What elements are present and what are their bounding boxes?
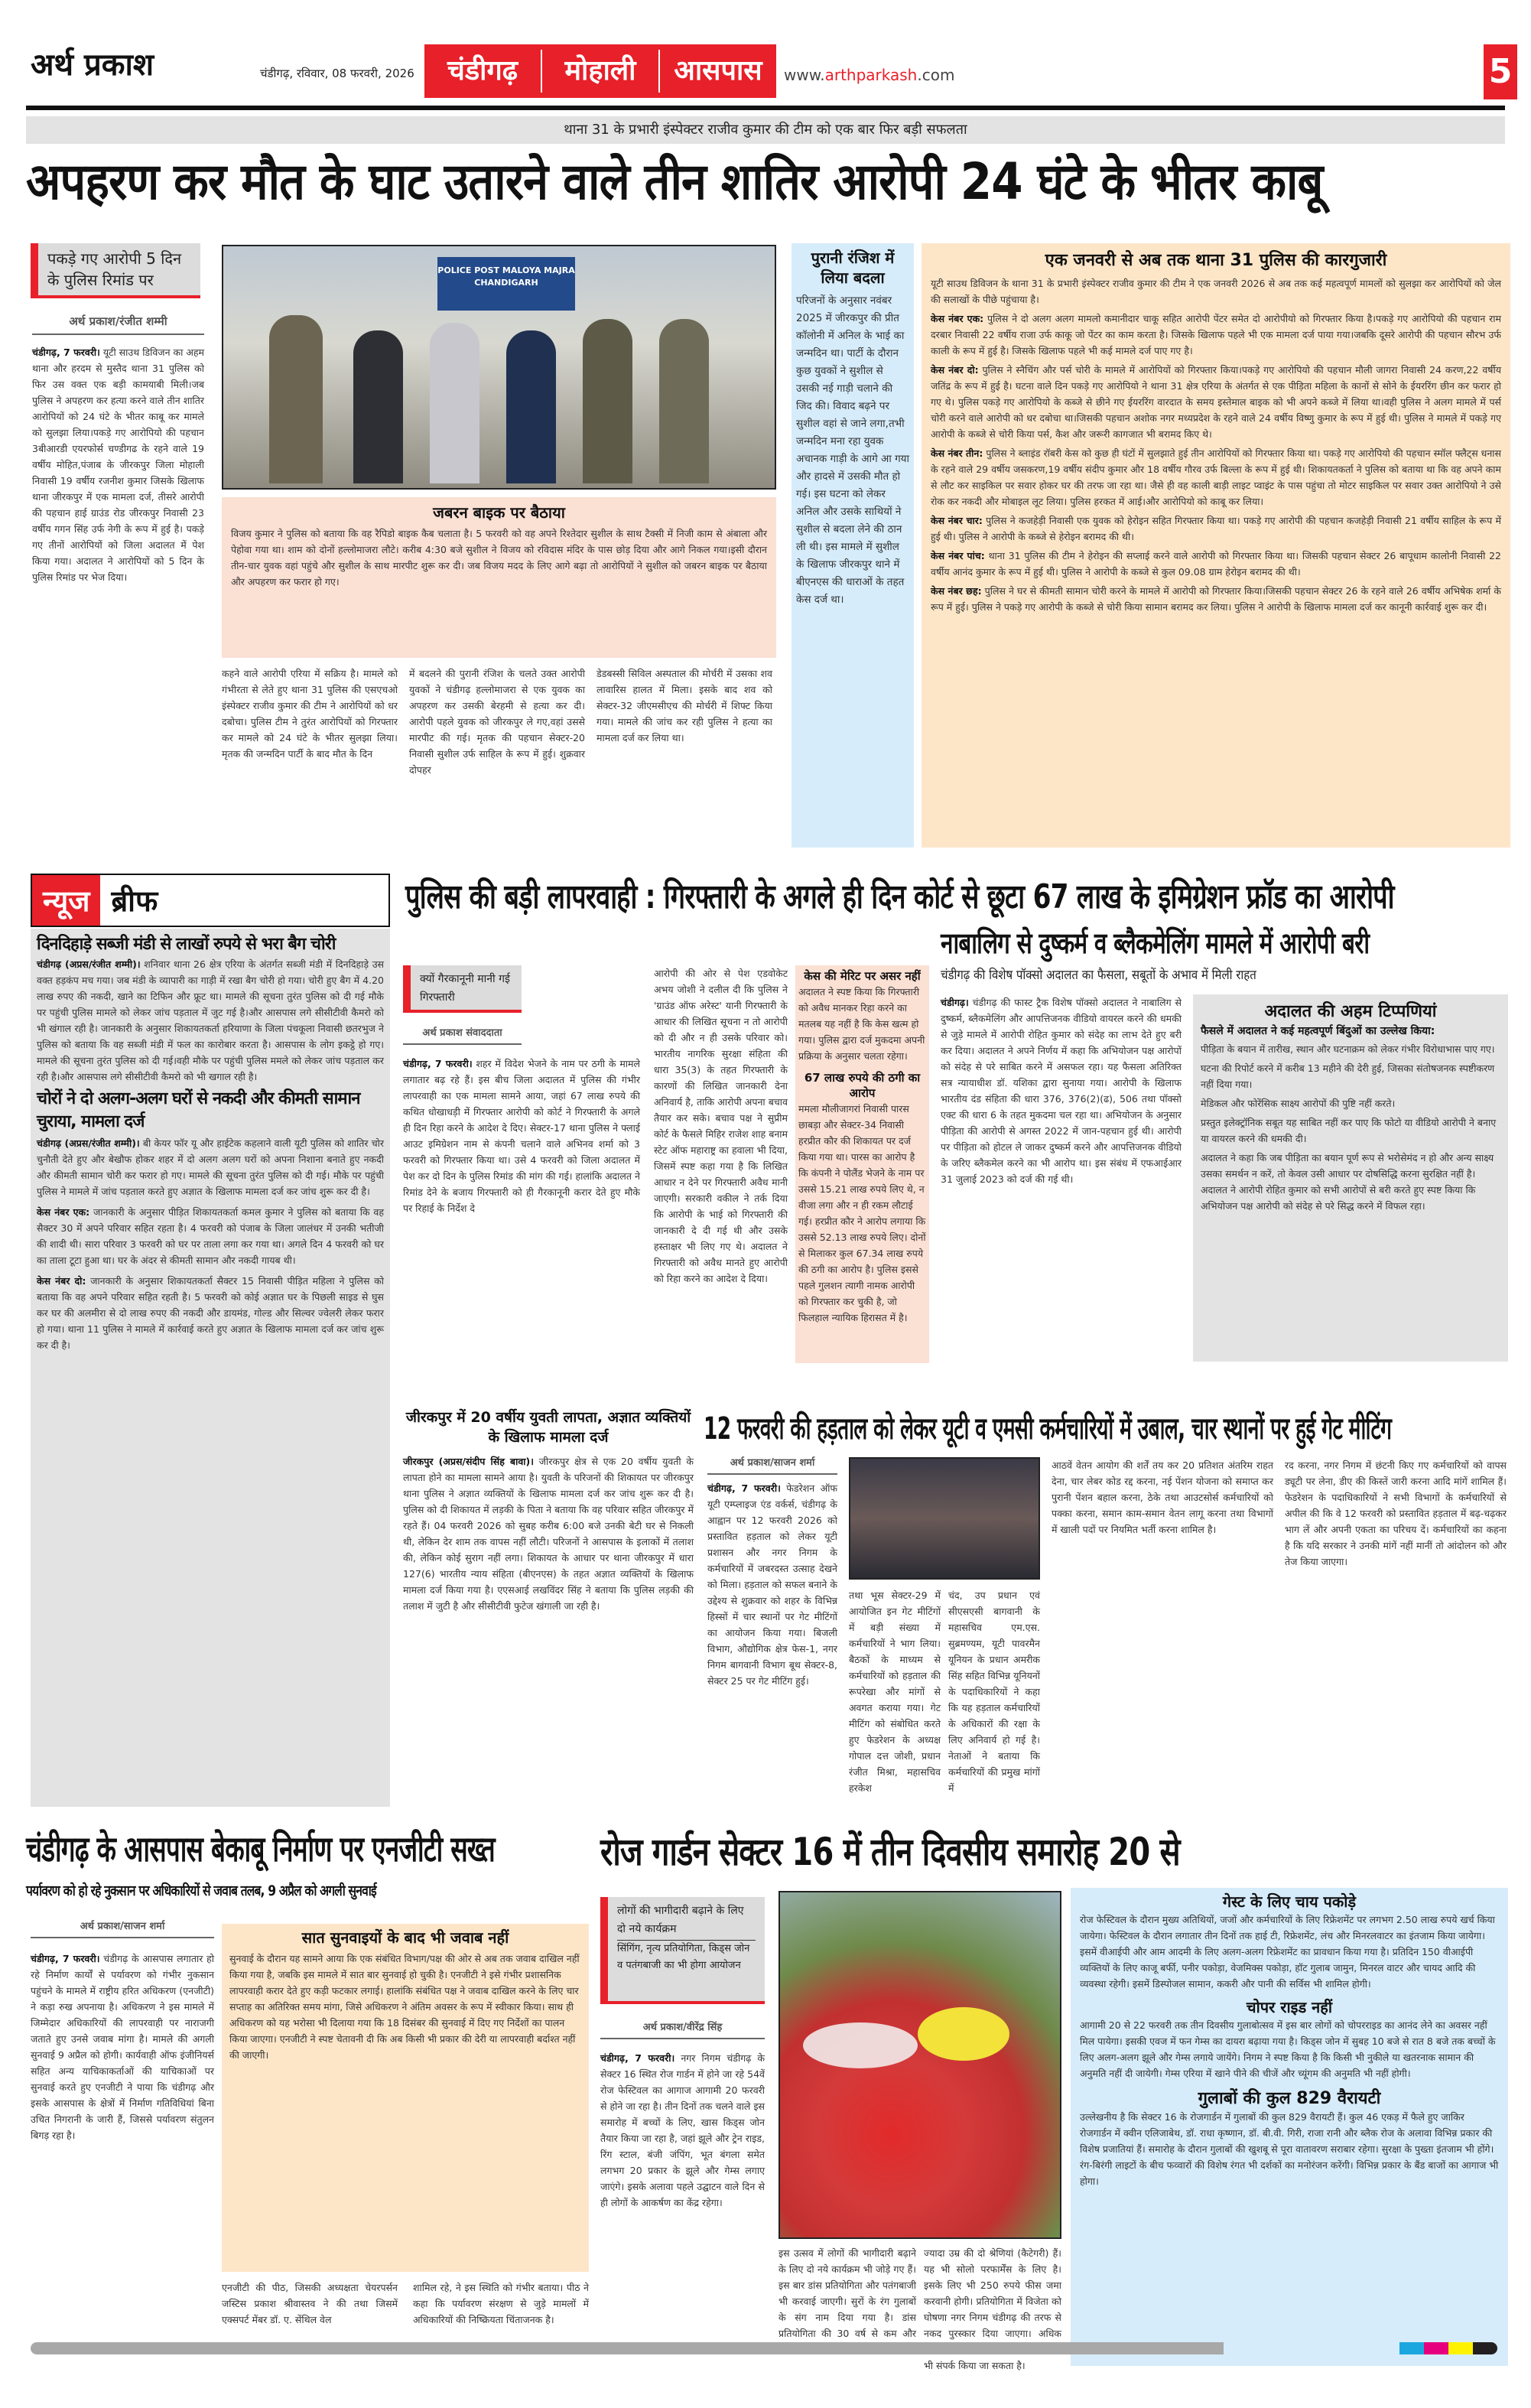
news-brief-label-black: ब्रीफ [111,884,158,918]
strike-headline: 12 फरवरी की हड़ताल को लेकर यूटी व एमसी कर्मचारियों में उबाल, चार स्थानों पर हुई गेट मीटिंग [704,1411,1392,1446]
zirakpur-body [403,1453,694,1813]
case-item [931,548,1501,580]
cmyk-color-bar [1399,2342,1497,2354]
ngt-headline: चंडीगढ़ के आसपास बेकाबू निर्माण पर एनजीटी सख्त [26,1828,495,1869]
brief-text-1: शनिवार थाना 26 क्षेत्र एरिया के अंतर्गत सब्जी मंडी में दिनदिहाड़े उस वक्त हड़कंप मच गया। जब मंडी के व्यापारी का गाड़ी में रखा बैग चोरी हो गया। चोरी हुए बैग में 4.20 लाख रुपए की नकदी, खाने का टिफिन और फ्रूट था। मामले की सूचना तुरंत पुलिस को दी गई मौके पर पहुंची पुलिस मामले को लेकर जांच पड़ताल में जुट गई है।और आसपास लगे सीसीटीवी कैमरो को भी खंगाल रही है। जानकारी के अनुसार शिकायतकर्ता हरियाणा के जिला पंचकूला निवासी छतरभुज ने पुलिस को बताया कि वह सब्जी मंडी में फल का कारोबार करता है। आसपास के लोग इकट्ठे हो गए। मामले की सूचना तुरंत पुलिस को दी गई।वही मौके पर पहुंची पुलिस ममले को लेकर जांच पड़ताल कर रही है।और आसपास लगे सीसीटीवी कैमरो को भी खगाल रही है। [37,958,384,1082]
masthead-dateline: चंडीगढ़, रविवार, 08 फरवरी, 2026 [260,67,414,80]
observation-item: अदालत ने कहा कि जब पीड़िता का बयान पूर्ण रूप से भरोसेमंद न हो और अन्य साक्ष्य उसका समर्थन न करें, तो केवल उसी आधार पर दोषसिद्धि करना सुरक्षित नहीं है। अदालत ने आरोपी रोहित कुमार को सभी आरोपों से बरी करते हुए स्पष्ट किया कि अभियोजन पक्ष आरोपी को संदेह से परे सिद्ध करने में विफल रहा। [1201,1152,1494,1212]
case-label: केस नंबर छह: [931,585,982,597]
observation-item: प्रस्तुत इलेक्ट्रॉनिक सबूत यह साबित नहीं कर पाए कि फोटो या वीडियो आरोपी ने बनाए या वायरल करने की धमकी दी। [1201,1117,1497,1144]
immigration-byline: अर्थ प्रकाश संवाददाता [403,1025,522,1045]
police-record-title: एक जनवरी से अब तक थाना 31 पुलिस की कारगुजारी [1045,251,1387,270]
rose-side-title: लोगों की भागीदारी बढ़ाने के लिए दो नये कार्यक्रम [617,1902,756,1941]
ngt-subhead: पर्यावरण को हो रहे नुकसान पर अधिकारियों से जवाब तलब, 9 अप्रैल को अगली सुनवाई [26,1882,376,1899]
case-text: पुलिस ने ब्लाइंड रॉबरी केस को कुछ ही घंटों में सुलझाते हुई तीन आरोपियों को गिरफ्तार किया था। पकड़े गए आरोपियो की पहचान स्मॉल फ्लैट्स धनास के रहने वाले 29 वर्षीय जसकरण,19 वर्षीय संदीप कुमार और 18 वर्षीय गौरव उर्फ बिल्ला के रूप में हुई थी। शिकायतकर्ता ने पुलिस को बताया था कि वह अपने काम से लौट कर साइकिल पर सवार होकर घर की तरफ जा रहा था। जैसे ही वह काली बाड़ी लाइट प्वाइंट के पास पहुंचा तो मोटर साइकिल पर सवार उक्त आरोपियो ने उसे रोक कर नकदी और मोबाइल लूट लिया। पुलिस हरकत में आई।और आरोपियो को काबू कर लिया। [931,447,1501,507]
rose-dateline: चंडीगढ़, 7 फरवरी। [600,2052,675,2064]
police-record-box [922,243,1510,848]
immigration-subhead: क्यों गैरकानूनी मानी गई गिरफ्तारी [403,965,522,1013]
rose-side-body: सिंगिंग, नृत्य प्रतियोगिता, किड्स जोन व पतंगबाजी का भी होगा आयोजन [617,1943,750,1971]
ngt-tail-col2: शामिल रहे, ने इस स्थिति को गंभीर बताया। पीठ ने कहा कि पर्यावरण संरक्षण से जुड़े मामलों में अधिकारियों की निष्क्रियता चिंताजनक है। [413,2282,589,2325]
police-record-cases [931,311,1501,615]
police-post-sign: POLICE POST MALOYA MAJRA CHANDIGARH [437,257,575,311]
brief-body-2 [37,1135,384,1199]
photo-yellow-flowers [918,2007,1009,2061]
seven-hearings-body: सुनवाई के दौरान यह सामने आया कि एक संबंधित विभाग/पक्ष की ओर से अब तक जवाब दाखिल नहीं किया गया है, जबकि इस मामले में सात बार सुनवाई हो चुकी है। एनजीटी ने इसे गंभीर प्रशासनिक लापरवाही करार देते हुए कड़ी फटकार लगाई। हालांकि संबंधित पक्ष ने जवाब दाखिल करने के लिए चार सप्ताह का अतिरिक्त समय मांगा, जिसे अधिकरण ने अंतिम अवसर के रूप में स्वीकार किया। साथ ही अधिकरण को यह भरोसा भी दिलाया गया कि 18 दिसंबर की सुनवाई में दिए गए निर्देशों का पालन किया जाएगा। एनजीटी ने स्पष्ट चेतावनी दी कि अब किसी भी प्रकार की देरी या लापरवाही बर्दाश्त नहीं की जाएगी। [229,1953,580,2061]
lead-byline: अर्थ प्रकाश/रंजीत शम्मी [32,314,204,335]
old-enmity-box [792,243,914,848]
lead-body-col4: डेडबस्सी सिविल अस्पताल की मोर्चरी में उसका शव लावारिस हालत में मिला। इसके बाद शव को सेक्टर-32 जीएमसीएच की मोर्चरी में शिफ्ट किया गया। मामले की जांच कर रही पुलिस ने हत्या का मामला दर्ज कर लिया था। [596,668,772,744]
lead-subhead: पकड़े गए आरोपी 5 दिन के पुलिस रिमांड पर [31,243,200,298]
photo-white-flowers [803,2022,918,2068]
guest-snacks-title: गेस्ट के लिए चाय पकोड़े [1222,1892,1357,1911]
police-record-intro: यूटी साउथ डिविजन के थाना 31 के प्रभारी इंस्पेक्टर राजीव कुमार की टीम ने एक जनवरी 2026 से अब तक कई महत्वपूर्ण मामलों को सुलझा कर आरोपियों को जेल की सलाखों के पीछे पहुंचाया है। [931,278,1501,305]
observation-item: पीड़िता के बयान में तारीख, स्थान और घटनाक्रम को लेकर गंभीर विरोधाभास पाए गए। [1201,1043,1495,1055]
fraud-allegation-title: 67 लाख रुपये की ठगी का आरोप [804,1071,921,1100]
rose-side-box [600,1897,765,2004]
cmyk-yellow-swatch [1448,2342,1473,2354]
immigration-dateline: चंडीगढ़, 7 फरवरी। [403,1058,473,1069]
pocso-headline: नाबालिग से दुष्कर्म व ब्लैकमेलिंग मामले में आरोपी बरी [941,926,1370,960]
zirakpur-headline: जीरकपुर में 20 वर्षीय युवती लापता, अज्ञात व्यक्तियों के खिलाफ मामला दर्ज [405,1409,691,1446]
news-brief-header [31,874,390,927]
no-chopper-body: आगामी 20 से 22 फरवरी तक तीन दिवसीय गुलाबोत्सव में इस बार लोगों को चोपरराइड का आनंद लेने का अवसर नहीं मिल पायेगा। इसकी एवज में फन गेम्स का दायरा बढ़ाया गया है। किड्स जोन में सुबह 10 बजे से रात 8 बजे तक बच्चों के लिए अलग-अलग झूले और गेम्स लगाये जायेंगे। निगम ने स्पष्ट किया है कि किसी भी नुकीले या खतरनाक सामान की अनुमति नहीं दी जायेगी। गेम्स एरिया में खाने पीने की चीजें और च्यूंगम की अनुमति भी नहीं होगी। [1080,2019,1496,2079]
zirakpur-text: जीरकपुर क्षेत्र से एक 20 वर्षीय युवती के लापता होने का मामला सामने आया है। युवती के परिजनों की शिकायत पर जीरकपुर थाना पुलिस ने अज्ञात व्यक्तियों के खिलाफ मामला दर्ज कर जांच शुरू कर दी है। पुलिस को दी शिकायत में लड़की के पिता ने बताया कि वह परिवार सहित जीरकपुर में रहते हैं। 04 फरवरी 2026 को सुबह करीब 6:00 बजे उनकी बेटी घर से निकली थी, लेकिन देर शाम तक वापस नहीं लौटी। परिजनों ने आसपास के इलाकों में तलाश की, लेकिन कोई सुराग नहीं लगा। शिकायत के आधार पर थाना जीरकपुर में धारा 127(6) भारतीय न्याय संहिता (बीएनएस) के तहत अज्ञात व्यक्तियों के खिलाफ मामला दर्ज किया गया है। एएसआई लखविंदर सिंह ने बताया कि पुलिस लड़की की तलाश में जुटी है और सीसीटीवी फुटेज खंगाली जा रही है। [403,1456,694,1612]
ngt-byline: अर्थ प्रकाश/साजन शर्मा [31,1918,214,1938]
rose-byline: अर्थ प्रकाश/वीरेंद्र सिंह [600,2019,765,2039]
kidnap-box-title: जबरन बाइक पर बैठाया [433,503,565,522]
url-brand: arthparkash [824,66,918,84]
immigration-body-col1 [403,1056,640,1362]
brief-title-2: चोरों ने दो अलग-अलग घरों से नकदी और कीमती सामान चुराया, मामला दर्ज [37,1089,360,1131]
news-brief-label-red: न्यूज [32,875,100,926]
ngt-text: चंडीगढ़ के आसपास लगातार हो रहे निर्माण कार्यों से पर्यावरण को गंभीर नुकसान पहुंचने के मामले में राष्ट्रीय हरित अधिकरण (एनजीटी) ने कड़ा रुख अपनाया है। अधिकरण ने इस मामले में जिम्मेदार अधिकारियों की लापरवाही पर नाराजगी जताते हुए उनसे जवाब मांगा है। मामले की अगली सुनवाई 9 अप्रैल को होगी। कार्यवाही ऑफ इंजीनियर्स सहित अन्य याचिकाकर्ताओं की याचिकाओं पर सुनवाई करते हुए एनजीटी ने पाया कि चंडीगढ़ और इसके आसपास के क्षेत्रों में निर्माण गतिविधियां बिना उचित निगरानी के जारी हैं, जिससे पर्यावरण संतुलन बिगड़ रहा है। [31,1953,215,2141]
case-text: पुलिस ने घर से कीमती सामान चोरी करने के मामले में आरोपी को गिरफ्तार किया।जिसकी पहचान सेक्टर 26 के रहने वाले 26 वर्षीय अभिषेक शर्मा के रूप में हुई। पुलिस ने पकड़े गए आरोपी के कब्जे से चोरी किया सामान बरामद कर लिया। पुलिस ने आरोपी के खिलाफ मामला दर्ज कर कानूनी कार्रवाई शुरू कर दी। [931,585,1501,613]
cmyk-black-swatch [1473,2342,1497,2354]
brief-dateline-1: चंडीगढ़ (अप्रस/रंजीत शम्मी)। [37,958,141,970]
old-enmity-title: पुरानी रंजिश में लिया बदला [811,249,895,287]
rose-text-1: नगर निगम चंडीगढ़ के सेक्टर 16 स्थित रोज गार्डन में होने जा रहे 54वें रोज फेस्टिवल का आगाज आगामी 20 फरवरी से होने जा रहा है। तीन दिनों तक चलने वाले इस समारोह में बच्चों के लिए, खास किड्स जोन तैयार किया जा रहा है, जहां झूले और ट्रेन राइड, रिंग स्टाल, बंजी जंपिंग, भूत बंगला समेत लगभग 20 प्रकार के झूले और गेम्स लगाए जाएंगे। इसके अलावा पहले उद्घाटन वाले दिन से ही लोगों के आकर्षण का केंद्र रहेगा। [600,2052,765,2208]
rose-info-box [1071,1888,1508,2366]
case-merit-title: केस की मेरिट पर असर नहीं [804,969,921,983]
lead-kicker: थाना 31 के प्रभारी इंस्पेक्टर राजीव कुमार की टीम को एक बार फिर बड़ी सफलता [26,116,1505,144]
rose-body-col3: ज्यादा उम्र की दो श्रेणियां (कैटेगरी) हैं। यह भी सोलो परफार्मेंस के लिए है। इसके लिए भी 250 रुपये फीस जमा करवानी होगी। प्रतियोगिता में विजेता को घोषणा नगर निगम चंडीगढ़ की तरफ से नकद पुरस्कार दिया जाएगा। अधिक भी संपर्क किया जा सकता है। [924,2247,1061,2371]
strike-text-1: फेडरेशन ऑफ यूटी एम्प्लाइज एंड वर्कर्स, चंडीगढ़ के आह्वान पर 12 फरवरी 2026 को प्रस्तावित हड़ताल को लेकर यूटी प्रशासन और नगर निगम के कर्मचारियों में जबरदस्त उत्साह देखने को मिला। हड़ताल को सफल बनाने के उद्देश्य से शुक्रवार को शहर के विभिन्न हिस्सों में चार स्थानों पर गेट मीटिंगों का आयोजन किया गया। बिजली विभाग, औद्योगिक क्षेत्र फेस-1, नगर निगम बागवानी विभाग बूथ सेक्टर-8, सेक्टर 25 पर गेट मीटिंग हुई। [707,1482,838,1687]
lead-headline: अपहरण कर मौत के घाट उतारने वाले तीन शातिर आरोपी 24 घंटे के भीतर काबू [26,152,1323,211]
case-label: केस नंबर एक: [931,313,984,324]
guest-snacks-body: रोज फेस्टिवल के दौरान मुख्य अतिथियों, जजों और कर्मचारियों के लिए रिफ्रेशमेंट पर लगभग 2.50 लाख रुपये खर्च किया जायेगा। फेस्टिवल के दौरान लगातार तीन दिनों तक हाई टी, रिफ्रेशमेंट, लंच और मिनरलवाटर का इंतजाम किया जायेगा। इसमें वीआईपी और आम आदमी के लिए अलग-अलग रिफ्रेशमेंट का प्रावधान किया गया है। प्रतिदिन 150 वीआईपी व्यक्तियों के लिए काजू बर्फी, पनीर पकोड़ा, वेजमिक्स पकोड़ा, हॉट गुलाब जामुन, मिनरल वाटर और चायद आदि की व्यवस्था रहेगी। इसमें डिस्पोजल सामान, ककरी और पानी की सर्विस भी शामिल होगी। [1080,1914,1495,1990]
rose-garden-photo [779,1891,1061,2239]
rose-headline: रोज गार्डन सेक्टर 16 में तीन दिवसीय समारोह 20 से [600,1830,1180,1874]
ngt-tail-col1: एनजीटी की पीठ, जिसकी अध्यक्षता चेयरपर्सन जस्टिस प्रकाश श्रीवास्तव ने की तथा जिसमें एक्सपर्ट मेंबर डॉ. ए. सेंथिल वेल [222,2282,398,2325]
fraud-allegation-body: ममला मौलीजागरां निवासी पारस छाबड़ा और सेक्टर-34 निवासी हरप्रीत कौर की शिकायत पर दर्ज किया गया था। पारस का आरोप है कि कंपनी ने पोलैंड भेजने के नाम पर उससे 15.21 लाख रुपये लिए थे, न वीजा लगा और न ही रकम लौटाई गई। हरप्रीत कौर ने आरोप लगाया कि उससे 52.13 लाख रुपये लिए। दोनों से मिलाकर कुल 67.34 लाख रुपये की ठगी का आरोप है। पुलिस इससे पहले गुलशन त्यागी नामक आरोपी को गिरफ्तार कर चुकी है, जो फिलहाल न्यायिक हिरासत में है। [798,1103,926,1323]
case-item [931,362,1501,442]
case-label: केस नंबर पांच: [931,550,985,561]
case-merit-box [795,965,929,1363]
strike-body-col4: आठवें वेतन आयोग की शर्तें तय कर 20 प्रतिशत अंतरिम राहत देना, चार लेबर कोड रद्द करना, नई पेंशन योजना को समाप्त कर पुरानी पेंशन बहाल करना, ठेके तथा आउटसोर्स कर्मचारियों को पक्का करना, समान काम-समान वेतन लागू करना तथा विभागों में खाली पदों पर नियमित भर्ती करना शामिल है। [1052,1459,1273,1535]
seven-hearings-box [222,1924,589,2272]
case-label: केस नंबर दो: [931,364,979,376]
masthead-rule [26,106,1505,110]
pocso-subhead: चंडीगढ़ की विशेष पॉक्सो अदालत का फैसला, सबूतों के अभाव में मिली राहत [941,968,1256,983]
case-label: केस नंबर तीन: [931,447,983,459]
court-observations-box [1193,994,1508,1362]
url-suffix: .com [917,66,955,84]
ngt-dateline: चंडीगढ़, 7 फरवरी। [31,1953,100,1964]
rose-varieties-title: गुलाबों की कुल 829 वैरायटी [1198,2089,1381,2108]
seven-hearings-title: सात सुनवाइयों के बाद भी जवाब नहीं [301,1928,509,1947]
strike-dateline: चंडीगढ़, 7 फरवरी। [707,1482,781,1494]
news-brief-column [31,929,390,1807]
case-item [931,583,1501,615]
kidnap-box [222,497,776,658]
brief-title-1: दिनदिहाड़े सब्जी मंडी से लाखों रुपये से भरा बैग चोरी [37,935,336,954]
strike-byline: अर्थ प्रकाश/साजन शर्मा [707,1455,837,1475]
brief-case-1 [37,1204,384,1268]
case-merit-body: अदालत ने स्पष्ट किया कि गिरफ्तारी को अवैध मानकर रिहा करने का मतलब यह नहीं है कि केस खत्म हो गया। पुलिस द्वारा दर्ज मुकदमा अपनी प्रक्रिया के अनुसार चलता रहेगा। [798,986,925,1062]
lead-photo [222,245,776,490]
court-observations-title: अदालत की अहम टिप्पणियां [1264,1002,1437,1021]
strike-photo [849,1457,1040,1580]
immigration-headline: पुलिस की बड़ी लापरवाही : गिरफ्तारी के अगले ही दिन कोर्ट से छूटा 67 लाख के इमिग्रेशन फ्रॉड का आरोपी [405,877,1394,916]
case-text: जानकारी के अनुसार शिकायतकर्ता सैक्टर 15 निवासी पीड़ित महिला ने पुलिस को बताया कि वह अपने परिवार सहित रहती है। 5 फरवरी को कोई अज्ञात घर के पिछली साइड से घुस कर घर की अलमीरा से दो लाख रुपए की नकदी और डायमंड, गोल्ड और सिल्वर ज्वेलरी लेकर फरार हो गया। थाना 11 पुलिस ने मामले में कार्रवाई करते हुए अज्ञात के खिलाफ मामला दर्ज कर जांच शुरू कर दी है। [37,1275,385,1351]
website-url[interactable] [784,66,954,84]
immigration-text-1: शहर में विदेश भेजने के नाम पर ठगी के मामले लगातार बढ़ रहे हैं। इस बीच जिला अदालत में पुलिस की गंभीर लापरवाही का एक मामला सामने आया, जहां 67 लाख रुपये की कथित धोखाधड़ी में गिरफ्तार आरोपी को कोर्ट ने गिरफ्तारी के अगले ही दिन रिहा करने के आदेश दे दिए। सेक्टर-17 थाना पुलिस ने फ्लाई आउट इमिग्रेशन नाम से कंपनी चलाने वाले अभिनव शर्मा को 3 फरवरी को गिरफ्तार किया था। उसे 4 फरवरी को जिला अदालत में पेश कर दो दिन के पुलिस रिमांड की मांग की गई। हालांकि अदालत ने रिमांड देने के बजाय गिरफ्तारी को ही गैरकानूनी करार देते हुए मौके पर रिहाई के निर्देश दे [403,1058,640,1214]
section-mohali: मोहाली [542,50,660,93]
old-enmity-body: परिजनों के अनुसार नवंबर 2025 में जीरकपुर की प्रीत कॉलोनी में अनिल के भाई का जन्मदिन था। पार्टी के दौरान कुछ युवकों ने सुशील से उसकी नई गाड़ी चलाने की जिद की। विवाद बढ़ने पर सुशील वहां से जाने लगा,तभी जन्मदिन मना रहा युवक अचानक गाड़ी के आगे आ गया और हादसे में उसकी मौत हो गई। इस घटना को लेकर अनिल और उसके साथियों ने सुशील से बदला लेने की ठान ली थी। इस मामले में सुशील के खिलाफ जीरकपुर थाने में बीएनएस की धाराओं के तहत केस दर्ज था। [796,294,910,606]
brief-dateline-2: चंडीगढ़ (अप्रस/रंजीत शम्मी)। [37,1137,140,1149]
no-chopper-title: चोपर राइड नहीं [1246,1998,1333,2016]
zirakpur-dateline: जीरकपुर (अप्रस/संदीप सिंह बावा)। [403,1456,534,1467]
rose-body-col2: इस उत्सव में लोगों की भागीदारी बढ़ाने के लिए दो नये कार्यक्रम भी जोड़े गए हैं। इस बार डांस प्रतियोगिता और पतंगबाजी भी करवाई जाएगी। सुरों के रंग गुलाबों के संग नाम दिया गया है। डांस प्रतियोगिता की 30 वर्ष से कम और [779,2247,916,2339]
photo-figure [659,319,709,483]
section-chandigarh: चंडीगढ़ [424,50,542,93]
cmyk-magenta-swatch [1424,2342,1448,2354]
strike-body-col5: रद करना, नगर निगम में छंटनी किए गए कर्मचारियों को वापस ड्यूटी पर लेना, डीए की किस्तें जारी करना आदि मांगें शामिल हैं। फेडरेशन के पदाधिकारियों ने सभी विभागों के कर्मचारियों से अपील की कि वे 12 फरवरी को प्रस्तावित हड़ताल में बढ़-चढ़कर भाग लें और अपनी एकता का परिचय दें। कर्मचारियों का कहना है कि यदि सरकार ने उनकी मांगें नहीं मानीं तो आंदोलन को और तेज किया जाएगा। [1285,1459,1507,1567]
case-label: केस नंबर दो: [37,1275,86,1287]
brief-body-1 [37,956,384,1085]
observation-item: मेडिकल और फोरेंसिक साक्ष्य आरोपों की पुष्टि नहीं करते। [1201,1098,1396,1109]
photo-figure [269,315,323,483]
lead-dateline: चंडीगढ़, 7 फरवरी। [32,347,100,358]
case-item [931,445,1501,509]
cmyk-cyan-swatch [1399,2342,1424,2354]
case-text: थाना 31 पुलिस की टीम ने हेरोइन की सप्लाई करने वाले आरोपी को गिरफ्तार किया था। जिसकी पहचान सेक्टर 26 बापूधाम कालोनी निवासी 22 वर्षीय आनंद कुमार के रूप में हुई थी। पुलिस ने आरोपी के कब्जे से कुल 09.08 ग्राम हेरोइन बरामद की थी। [931,550,1501,578]
case-label: केस नंबर चार: [931,515,983,526]
strike-body-col2: तथा भूस सेक्टर-29 में आयोजित इन गेट मीटिंगों में बड़ी संख्या में कर्मचारियों ने भाग लिया। बैठकों के माध्यम से कर्मचारियों को हड़ताल की रूपरेखा और मांगों से अवगत कराया गया। गेट मीटिंग को संबोधित करते हुए फेडरेशन के अध्यक्ष गोपाल दत्त जोशी, प्रधान रंजीत मिश्रा, महासचिव हरकेश [849,1590,941,1794]
case-item [931,513,1501,545]
kidnap-box-body: विजय कुमार ने पुलिस को बताया कि वह रैपिडो बाइक कैब चलाता है। 5 फरवरी को वह अपने रिश्तेदार सुशील के साथ टैक्सी में निजी काम से अंबाला और पेहोवा गया था। शाम को दोनों हल्लोमाजरा लौटे। करीब 4:30 बजे सुशील ने विजय को रविदास मंदिर के पास छोड़ दिया और आगे निकल गया।इसी दौरान तीन-चार युवक वहां पहुंचे और सुशील के साथ मारपीट शुरू कर दी। जब विजय मदद के लिए आगे बढ़ा तो आरोपियों ने सुशील को जबरन बाइक पर बैठाया और अपहरण कर फरार हो गए। [231,528,767,587]
case-label: केस नंबर एक: [37,1206,90,1218]
lead-body-text: यूटी साउथ डिविजन का अहम थाना और हरदम से मुस्तैद थाना 31 पुलिस को फिर उस वक्त एक बड़ी कामयाबी मिली।जब पुलिस ने अपहरण कर हत्या करने वाले तीन शातिर आरोपियों को 24 घंटे के भीतर काबू कर मामले को सुलझा लिया।पकड़े गए आरोपियो की पहचान 3बीआरडी एयरफोर्स चण्डीगढ के रहने वाले 19 वर्षीय मोहित,पंजाब के जीरकपुर जिला मोहाली निवासी 19 वर्षीय रजनीश कुमार जिसके खिलाफ थाना जीरकपुर में एक मामला दर्ज, तीसरे आरोपी की पहचान हाई ग्राउंड रोड जीरकपुर निवासी 23 वर्षीय गगन सिंह उर्फ नेगी के रूप में हुई है। पकड़े गए तीनों आरोपियों को जिला अदालत में पेश किया गया। अदालत ने आरोपियों को 5 दिन के पुलिस रिमांड पर भेज दिया। [32,347,204,583]
case-text: पुलिस ने कजहेड़ी निवासी एक युवक को हेरोइन सहित गिरफ्तार किया था। पकड़े गए आरोपी की पहचान कजहेड़ी निवासी 21 वर्षीय साहिल के रूप में हुई थी। पुलिस ने आरोपी के कब्जे से हेरोइन बरामद की थी। [931,515,1501,542]
immigration-body-col2: आरोपी की ओर से पेश एडवोकेट अभय जोशी ने दलील दी कि पुलिस ने 'ग्राउंड ऑफ अरेस्ट' यानी गिरफ्तारी के आधार की लिखित सूचना न तो आरोपी को दी और न ही उसके परिवार को। भारतीय नागरिक सुरक्षा संहिता की धारा 35(3) के तहत गिरफ्तारी के कारणों की लिखित जानकारी देना अनिवार्य है, ताकि आरोपी अपना बचाव तैयार कर सके। बचाव पक्ष ने सुप्रीम कोर्ट के फैसले मिहिर राजेश शाह बनाम स्टेट ऑफ महाराष्ट्र का हवाला भी दिया, जिसमें स्पष्ट कहा गया है कि लिखित आधार न देने पर गिरफ्तारी अवैध मानी जाएगी। सरकारी वकील ने तर्क दिया कि आरोपी के भाई को गिरफ्तारी की जानकारी दे दी गई थी और उसके हस्ताक्षर भी लिए गए थे। अदालत ने गिरफ्तारी को अवैध मानते हुए आरोपी को रिहा करने का आदेश दे दिया। [654,968,788,1284]
pocso-text: चंडीगढ़ की फास्ट ट्रैक विशेष पॉक्सो अदालत ने नाबालिग से दुष्कर्म, ब्लैकमेलिंग और आपत्तिजनक वीडियो वायरल करने की धमकी से जुड़े मामले में आरोपी रोहित कुमार को संदेह का लाभ देते हुए बरी कर दिया। अदालत ने अपने निर्णय में कहा कि अभियोजन पक्ष आरोपों को संदेह से परे साबित करने में असफल रहा। यह फैसला अतिरिक्त सत्र न्यायाधीश डॉ. यशिका द्वारा सुनाया गया। आरोपी के खिलाफ भारतीय दंड संहिता की धारा 376, 376(2)(ढ), 506 तथा पॉक्सो एक्ट की धारा 6 के तहत मुकदमा चल रहा था। अभियोजन के अनुसार पीड़िता की आरोपी से अगस्त 2022 में जान-पहचान हुई थी। आरोपी पर पीड़िता को होटल ले जाकर दुष्कर्म करने और आपत्तिजनक वीडियो के जरिए ब्लैकमेल करने का भी आरोप था। इस संबंध में एफआईआर 31 जुलाई 2023 को दर्ज की गई थी। [941,997,1182,1185]
lead-body-col1 [32,344,204,841]
pocso-dateline: चंडीगढ़। [941,997,969,1008]
brief-text-2: बी केयर फॉर यू और हाईटेक कहलाने वाली यूटी पुलिस को शातिर चोर चुनौती देते हुए और बेखौफ होकर शहर में दो अलग अलग घरों को अपना निशाना बनाते हुए नकदी और कीमती सामान चोरी कर फरार हो गए। मामले की सूचना तुरंत पुलिस को दी गई। मौके पर पहुंची पुलिस ने मामले में जांच पड़ताल करते हुए अज्ञात के खिलाफ मामला दर्ज कर जांच शुरू कर दी है। [37,1137,384,1197]
newspaper-logo: अर्थ प्रकाश [31,47,154,83]
lead-body-col3: में बदलने की पुरानी रंजिश के चलते उक्त आरोपी युवकों ने चंडीगढ़ हल्लोमाजरा से एक युवक का अपहरण कर उसकी बेरहमी से हत्या कर दी। आरोपी पहले युवक को जीरकपुर ले गए,वहां उससे मारपीट की गई। मृतक की पहचान सेक्टर-20 निवासी सुशील उर्फ साहिल के रूप में हुई। शुक्रवार दोपहर [409,668,585,776]
court-observations-intro: फैसले में अदालत ने कई महत्वपूर्ण बिंदुओं का उल्लेख किया: [1201,1025,1435,1037]
strike-body-col1 [707,1480,837,1809]
photo-figure [430,323,479,483]
photo-figure [506,330,556,483]
case-item [931,311,1501,359]
case-text: पुलिस ने दो अलग अलग मामलो कमानीदार चाकू सहित आरोपी पेंटर समेत दो आरोपीयो को गिरफ्तार किया है।पकड़े गए आरोपियो की पहचान राम दरबार निवासी 22 वर्षीय राजा उर्फ काकू जो पेंटर का काम करता है। जिसके खिलाफ पहले भी एक मामला दर्ज पाया गया।जबकि दूसरे आरोपी की पहचान सौरभ उर्फ काली के रूप में हुई है। जिसके खिलाफ पहले भी कई मामले दर्ज पाए गए है। [931,313,1501,356]
case-text: जानकारी के अनुसार पीड़ित शिकायतकर्ता कमल कुमार ने पुलिस को बताया कि वह सैक्टर 30 में अपने परिवार सहित रहता है। 4 फरवरी को पंजाब के जिला जालंधर में उनकी भतीजी की शादी थी। सारा परिवार 3 फरवरी को घर पर ताला लगा कर गया था। अगले दिन 4 फरवरी को घर का ताला टूटा हुआ था। घर के अंदर से कीमती सामान और नकदी गायब थी। [37,1206,385,1266]
photo-figure [353,330,403,483]
pocso-body [941,994,1182,1362]
ngt-body [31,1951,214,2348]
rose-body-col1 [600,2050,765,2364]
section-aaspaas: आसपास [674,55,762,86]
page-number: 5 [1484,44,1517,99]
print-crop-bar [31,2342,1224,2354]
url-prefix: www. [784,66,825,84]
section-banner [424,44,776,98]
strike-body-col3: चंद, उप प्रधान एवं सीएसएसी बागवानी के महासचिव एम.एस. सुब्रमण्यम, यूटी पावरमैन यूनियन के प्रधान अमरीक सिंह सहित विभिन्न यूनियनों के पदाधिकारियों ने कहा कि यह हड़ताल कर्मचारियों के अधिकारों की रक्षा के लिए अनिवार्य हो गई है। नेताओं ने बताया कि कर्मचारियों की प्रमुख मांगों में [948,1590,1040,1794]
observation-item: घटना की रिपोर्ट करने में करीब 13 महीने की देरी हुई, जिसका संतोषजनक स्पष्टीकरण नहीं दिया गया। [1201,1062,1495,1090]
brief-case-2 [37,1273,384,1353]
rose-varieties-body: उल्लेखनीय है कि सेक्टर 16 के रोजगार्डन में गुलाबों की कुल 829 वैरायटी हैं। कुल 46 एकड़ में फैले हुए जाकिर रोजगार्डन में क्वीन एलिजाबेथ, डॉ. राधा कृष्णान, डॉ. बी.वी. गिरी, राजा रानी और ब्लैक रोज के अलावा विभिन्न प्रकार की विशेष प्रजातियां हैं। समारोह के दौरान गुलाबों की खुशबू से पूरा वातावरण सराबार रहेगा। सुरक्षा के पुख्ता इंतजाम भी होंगे। रंग-बिरंगी लाइटों के बीच फव्वारों की विशेष रंगत भी दर्शकों का मनोरंजन करेंगी। विभिन्न प्रकार के बैंड बाजों का आगाज भी होगा। [1080,2111,1499,2187]
case-text: पुलिस ने स्नैचिंग और पर्स चोरी के मामले में आरोपियों को गिरफ्तार किया।पकड़े गए आरोपियो की पहचान मौली जागरा निवासी 24 करण,22 वर्षीय जतिंद्र के रूप में हुई है। घटना वाले दिन पकड़े गए आरोपियो ने थाना 31 क्षेत्र एरिया के अंतर्गत से एक पीड़िता महिला के कानों से सोने के ईयररिंग छीन कर फरार हो गए थे। पुलिस पकड़े गए आरोपियो के कब्जे से छीने गए ईयररिंग वारदात के समय इस्तेमाल बाइक को भी अपने कब्जे में लिया था।वही पुलिस ने अलग मामले में पर्स चोरी करने वाले आरोपी को धर दबोचा था।जिसकी पहचान अशोक नगर मध्यप्रदेश के रहने वाले 24 वर्षीय विष्णु कुमार के रूप में हुई थी। पुलिस ने मामले में पकड़े गए आरोपी के कब्जे से चोरी किया पर्स, कैश और जरूरी कागजात भी बरामद किए थे। [931,364,1501,440]
photo-figure [583,319,632,483]
lead-body-col2: कहने वाले आरोपी एरिया में सक्रिय है। मामले को गंभीरता से लेते हुए थाना 31 पुलिस की एसएचओ इंस्पेक्टर राजीव कुमार की टीम ने आरोपियों को धर दबोचा। पुलिस टीम ने तुरंत आरोपियों को गिरफ्तार कर मामले को 24 घंटे के भीतर सुलझा लिया। मृतक की जन्मदिन पार्टी के बाद मौत के दिन [222,668,398,760]
